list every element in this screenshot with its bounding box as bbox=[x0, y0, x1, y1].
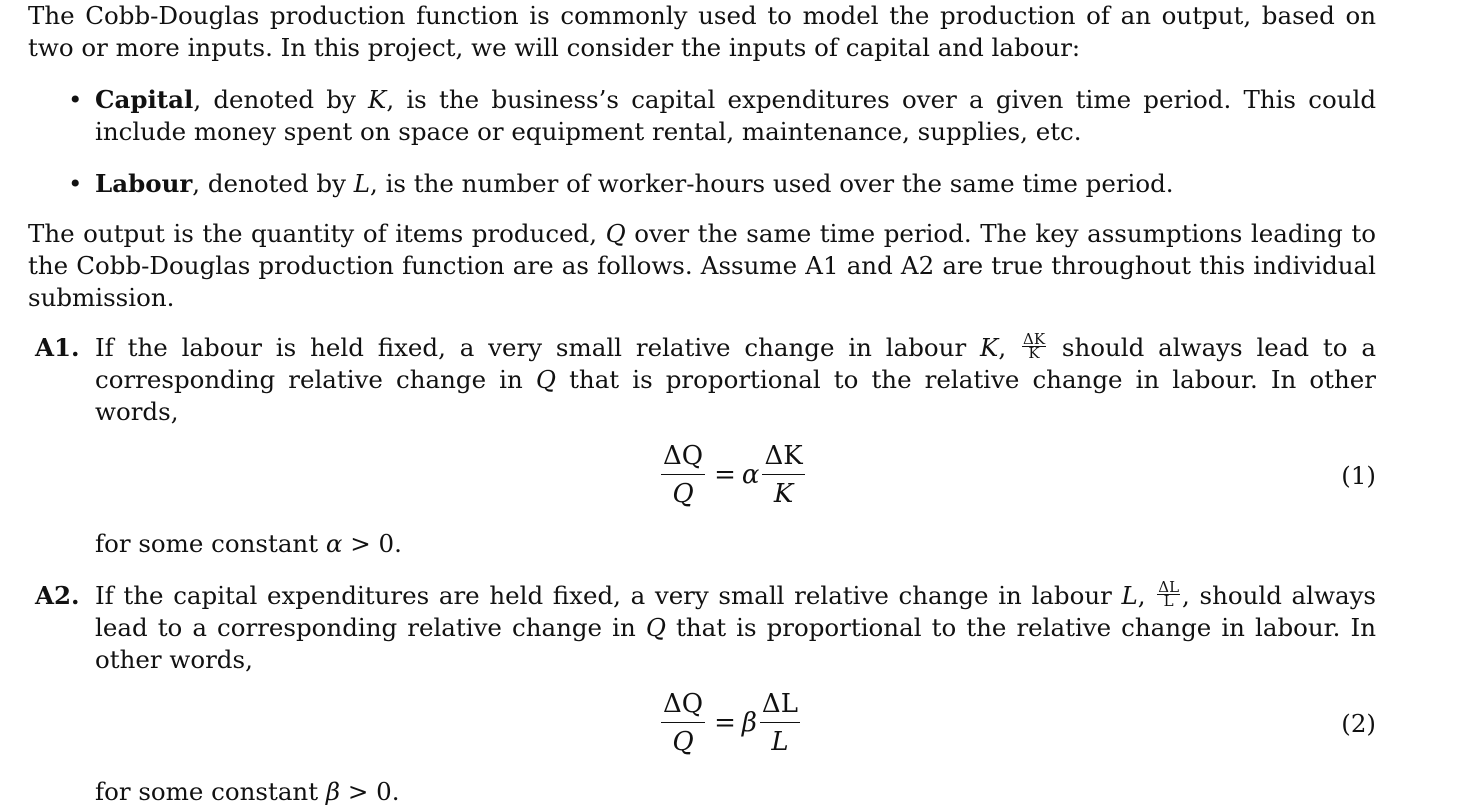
text-fragment: should always lead to a corresponding relative change in bbox=[95, 333, 1376, 394]
equation-1 bbox=[28, 434, 1376, 524]
variable-q: Q bbox=[605, 219, 626, 248]
term-labour: Labour bbox=[95, 169, 193, 198]
coefficient-beta: β bbox=[741, 708, 757, 738]
assumption-tag: A2. bbox=[35, 581, 80, 610]
assumptions-intro-paragraph bbox=[28, 218, 1376, 314]
constant-condition bbox=[28, 528, 1376, 560]
variable-l: L bbox=[353, 169, 370, 198]
text-fragment: , is the number of worker-hours used over the same time period. bbox=[370, 169, 1174, 198]
text-fragment: If the capital expenditures are held fixed, a very small relative change in labour bbox=[95, 581, 1122, 610]
list-item-labour bbox=[28, 168, 1376, 200]
bullet-icon: • bbox=[68, 169, 83, 198]
fraction-denominator: Q bbox=[672, 727, 694, 757]
text-fragment: , denoted by bbox=[193, 85, 369, 114]
lhs-fraction bbox=[658, 440, 708, 510]
constant-condition bbox=[28, 776, 1376, 808]
fraction-denominator: L bbox=[1163, 592, 1174, 610]
variable-k: K bbox=[368, 85, 387, 114]
text-fragment: , bbox=[998, 333, 1020, 362]
variable-k: K bbox=[980, 333, 999, 362]
text-fragment: that is proportional to the relative change in labour. In other words, bbox=[95, 613, 1376, 674]
fraction-numerator: ΔL bbox=[1158, 578, 1180, 596]
inline-fraction bbox=[1157, 578, 1180, 610]
text-fragment: for some constant bbox=[95, 777, 326, 806]
symbol-alpha: α bbox=[325, 529, 343, 558]
fraction-denominator: K bbox=[1028, 344, 1040, 362]
bullet-icon: • bbox=[68, 85, 83, 114]
variable-l: L bbox=[1121, 581, 1138, 610]
document-page bbox=[28, 0, 1376, 808]
text-fragment: > 0. bbox=[342, 529, 402, 558]
equation-body bbox=[658, 688, 803, 758]
text-fragment: The output is the quantity of items produced, bbox=[28, 219, 606, 248]
fraction-numerator: ΔK bbox=[1023, 330, 1046, 348]
text-fragment: > 0. bbox=[340, 777, 400, 806]
intro-paragraph: The Cobb-Douglas production function is commonly used to model the production of an output, based on two or more inputs. In this project, we will consider the inputs of capital and labour: bbox=[28, 1, 1376, 62]
inline-fraction bbox=[1022, 330, 1046, 362]
text-fragment: , should always lead to a corresponding relative change in bbox=[95, 581, 1376, 642]
equation-2 bbox=[28, 682, 1376, 772]
symbol-beta: β bbox=[325, 777, 341, 806]
fraction-denominator: L bbox=[771, 727, 789, 757]
term-capital: Capital bbox=[95, 85, 194, 114]
fraction-denominator: Q bbox=[672, 479, 694, 509]
text-fragment: If the labour is held fixed, a very small relative change in labour bbox=[95, 333, 981, 362]
lhs-fraction bbox=[658, 688, 708, 758]
equals-sign: = bbox=[714, 708, 736, 738]
variable-q: Q bbox=[535, 365, 556, 394]
assumption-tag: A1. bbox=[35, 333, 80, 362]
fraction-numerator: ΔK bbox=[762, 440, 804, 475]
assumption-a2 bbox=[28, 580, 1376, 676]
text-fragment: over the same time period. The key assumptions leading to the Cobb-Douglas production function are as follows. Assume A1 and A2 are true throughout this individual submission. bbox=[28, 219, 1376, 312]
text-fragment: that is proportional to the relative change in labour. In other words, bbox=[95, 365, 1376, 426]
text-fragment: , bbox=[1137, 581, 1156, 610]
coefficient-alpha: α bbox=[741, 460, 760, 490]
fraction-numerator: ΔL bbox=[760, 688, 800, 723]
assumption-a1 bbox=[28, 332, 1376, 428]
rhs-fraction bbox=[759, 440, 807, 510]
variable-q: Q bbox=[645, 613, 666, 642]
fraction-numerator: ΔQ bbox=[661, 440, 705, 475]
equation-number: (2) bbox=[1341, 709, 1376, 738]
equation-number: (1) bbox=[1341, 461, 1376, 490]
equation-body bbox=[658, 440, 808, 510]
text-fragment: for some constant bbox=[95, 529, 326, 558]
list-item-capital bbox=[28, 84, 1376, 148]
fraction-numerator: ΔQ bbox=[661, 688, 705, 723]
fraction-denominator: K bbox=[773, 479, 794, 509]
text-fragment: , is the business’s capital expenditures over a given time period. This could include money spent on space or equipment rental, maintenance, supplies, etc. bbox=[95, 85, 1376, 146]
inputs-list bbox=[28, 84, 1376, 200]
text-fragment: , denoted by bbox=[192, 169, 354, 198]
equals-sign: = bbox=[714, 460, 736, 490]
rhs-fraction bbox=[757, 688, 803, 758]
